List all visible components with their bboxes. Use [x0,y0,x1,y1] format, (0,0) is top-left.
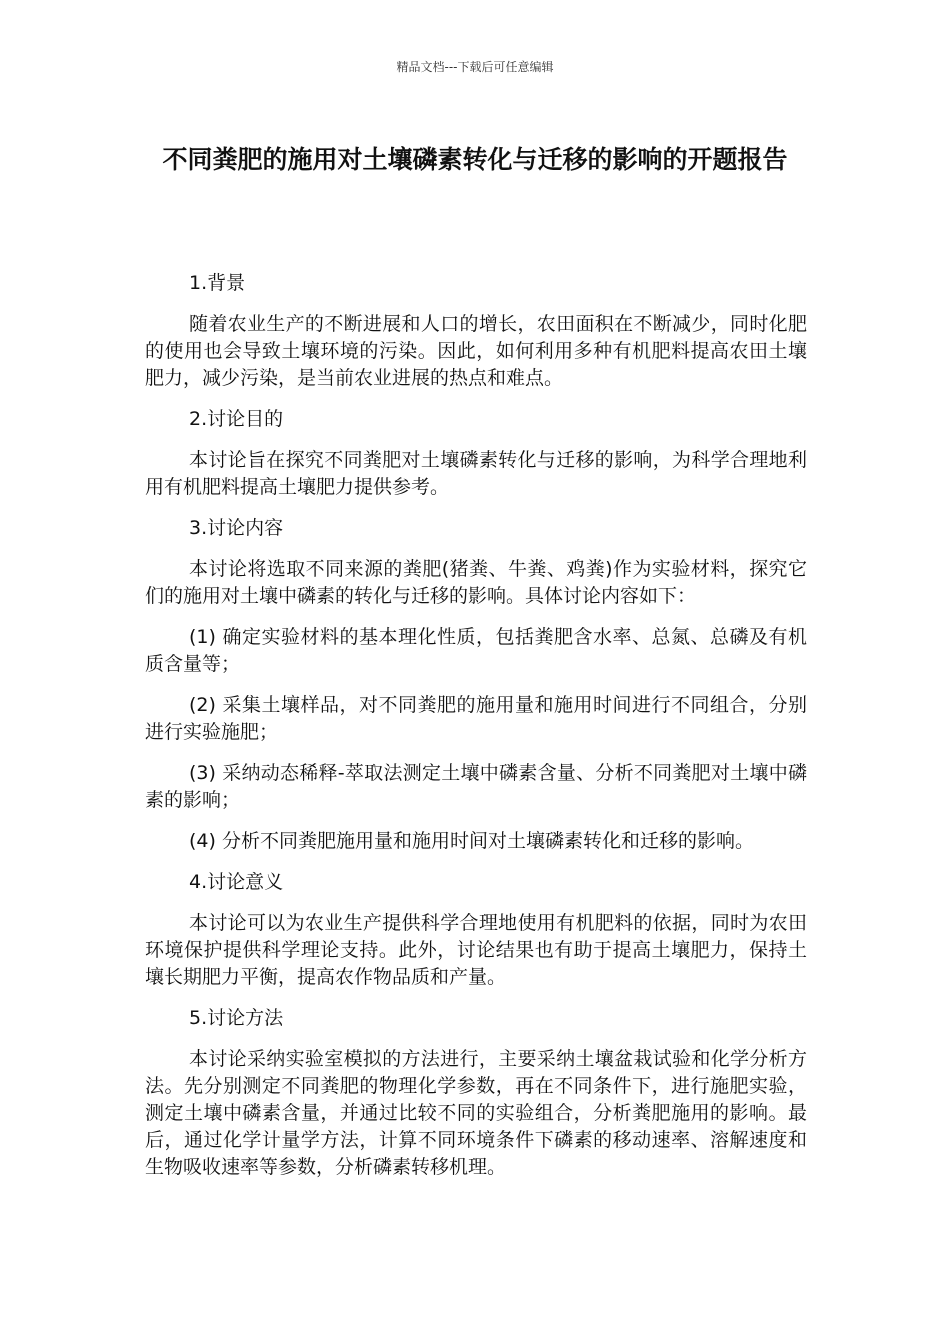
document-title: 不同粪肥的施用对土壤磷素转化与迁移的影响的开题报告 [162,145,788,174]
section-heading: 3.讨论内容 [189,517,284,539]
list-item: (1) 确定实验材料的基本理化性质，包括粪肥含水率、总氮、总磷及有机质含量等； [145,626,807,675]
list-item: (2) 采集土壤样品，对不同粪肥的施用量和施用时间进行不同组合，分别进行实验施肥； [145,694,807,743]
section-heading: 2.讨论目的 [189,408,284,430]
paragraph: 本讨论将选取不同来源的粪肥(猪粪、牛粪、鸡粪)作为实验材料，探究它们的施用对土壤中磷素的转化与迁移的影响。具体讨论内容如下： [145,558,807,607]
section-heading: 4.讨论意义 [189,871,284,893]
section-heading: 1.背景 [189,272,246,294]
paragraph: 随着农业生产的不断进展和人口的增长，农田面积在不断减少，同时化肥的使用也会导致土壤环境的污染。因此，如何利用多种有机肥料提高农田土壤肥力，减少污染，是当前农业进展的热点和难点。 [145,313,807,389]
paragraph: 本讨论采纳实验室模拟的方法进行，主要采纳土壤盆栽试验和化学分析方法。先分别测定不同粪肥的物理化学参数，再在不同条件下，进行施肥实验，测定土壤中磷素含量，并通过比较不同的实验组合，分析粪肥施用的影响。最后，通过化学计量学方法，计算不同环境条件下磷素的移动速率、溶解速度和生物吸收速率等参数，分析磷素转移机理。 [145,1048,807,1178]
paragraph: 本讨论旨在探究不同粪肥对土壤磷素转化与迁移的影响，为科学合理地利用有机肥料提高土壤肥力提供参考。 [145,449,807,498]
list-item: (3) 采纳动态稀释-萃取法测定土壤中磷素含量、分析不同粪肥对土壤中磷素的影响； [145,762,807,811]
list-item: (4) 分析不同粪肥施用量和施用时间对土壤磷素转化和迁移的影响。 [189,830,754,852]
section-heading: 5.讨论方法 [189,1007,284,1029]
document-body [145,270,807,1195]
paragraph: 本讨论可以为农业生产提供科学合理地使用有机肥料的依据，同时为农田环境保护提供科学理论支持。此外，讨论结果也有助于提高土壤肥力，保持土壤长期肥力平衡，提高农作物品质和产量。 [145,912,807,988]
header-note: 精品文档---下载后可任意编辑 [396,60,554,74]
